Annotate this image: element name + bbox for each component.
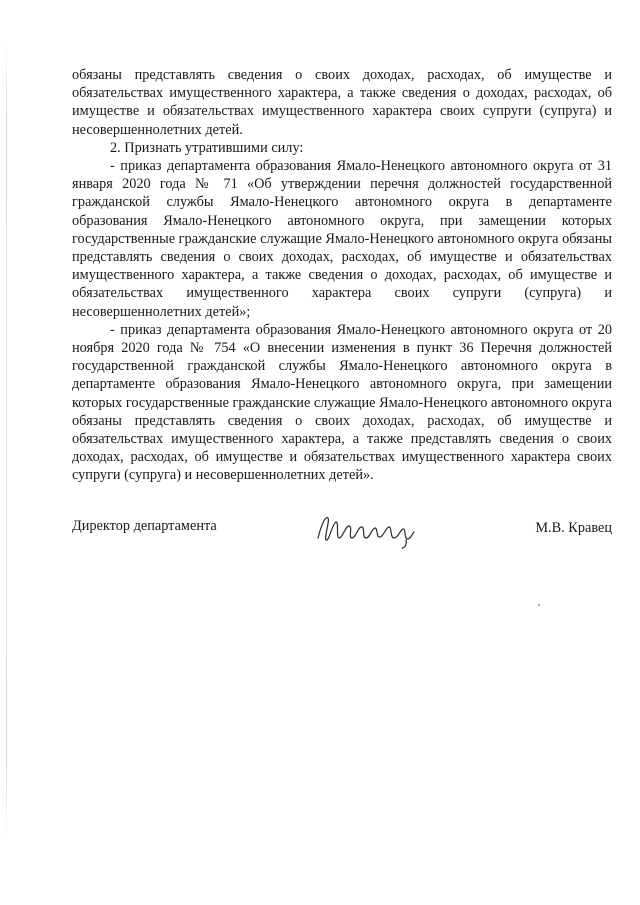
paragraph-2: 2. Признать утратившими силу: <box>110 139 304 156</box>
paragraph-1: обязаны представлять сведения о своих доходах, расходах, об имуществе и обязательствах имущественного характера, а также сведения о доходах, расходах, об имуществе и обязательствах имущественного характера своих супруги (супруга) и несовершеннолетних детей. <box>72 67 612 138</box>
signature-block <box>72 516 612 556</box>
signer-name: М.В. Кравец <box>535 520 612 536</box>
scan-edge-line <box>6 40 7 840</box>
document-body <box>72 66 612 485</box>
paragraph-4: - приказ департамента образования Ямало-Ненецкого автономного округа от 20 ноября 2020 года № 754 «О внесении изменения в пункт 36 Перечня должностей государственной гражданской службы Ямало-Ненецкого автономного округа в департаменте образования Ямало-Ненецкого автономного округа, при замещении которых государственные гражданские служащие Ямало-Ненецкого автономного округа обязаны представлять сведения о своих доходах, расходах, об имуществе и обязательствах имущественного характера, а также представлять сведения о своих доходах, расходах, об имуществе и обязательствах имущественного характера своих супруги (супруга) и несовершеннолетних детей». <box>72 321 612 484</box>
handwritten-signature <box>312 508 422 552</box>
scan-speck <box>538 604 540 606</box>
signer-position: Директор департамента <box>72 518 217 534</box>
paragraph-3: - приказ департамента образования Ямало-Ненецкого автономного округа от 31 января 2020 года № 71 «Об утверждении перечня должностей государственной гражданской службы Ямало-Ненецкого автономного округа в департаменте образования Ямало-Ненецкого автономного округа, при замещении которых государственные гражданские служащие Ямало-Ненецкого автономного округа обязаны представлять сведения о своих доходах, расходах, об имуществе и обязательствах имущественного характера, а также сведения о доходах, расходах, об имуществе и обязательствах имущественного характера своих супруги (супруга) и несовершеннолетних детей»; <box>72 158 612 320</box>
